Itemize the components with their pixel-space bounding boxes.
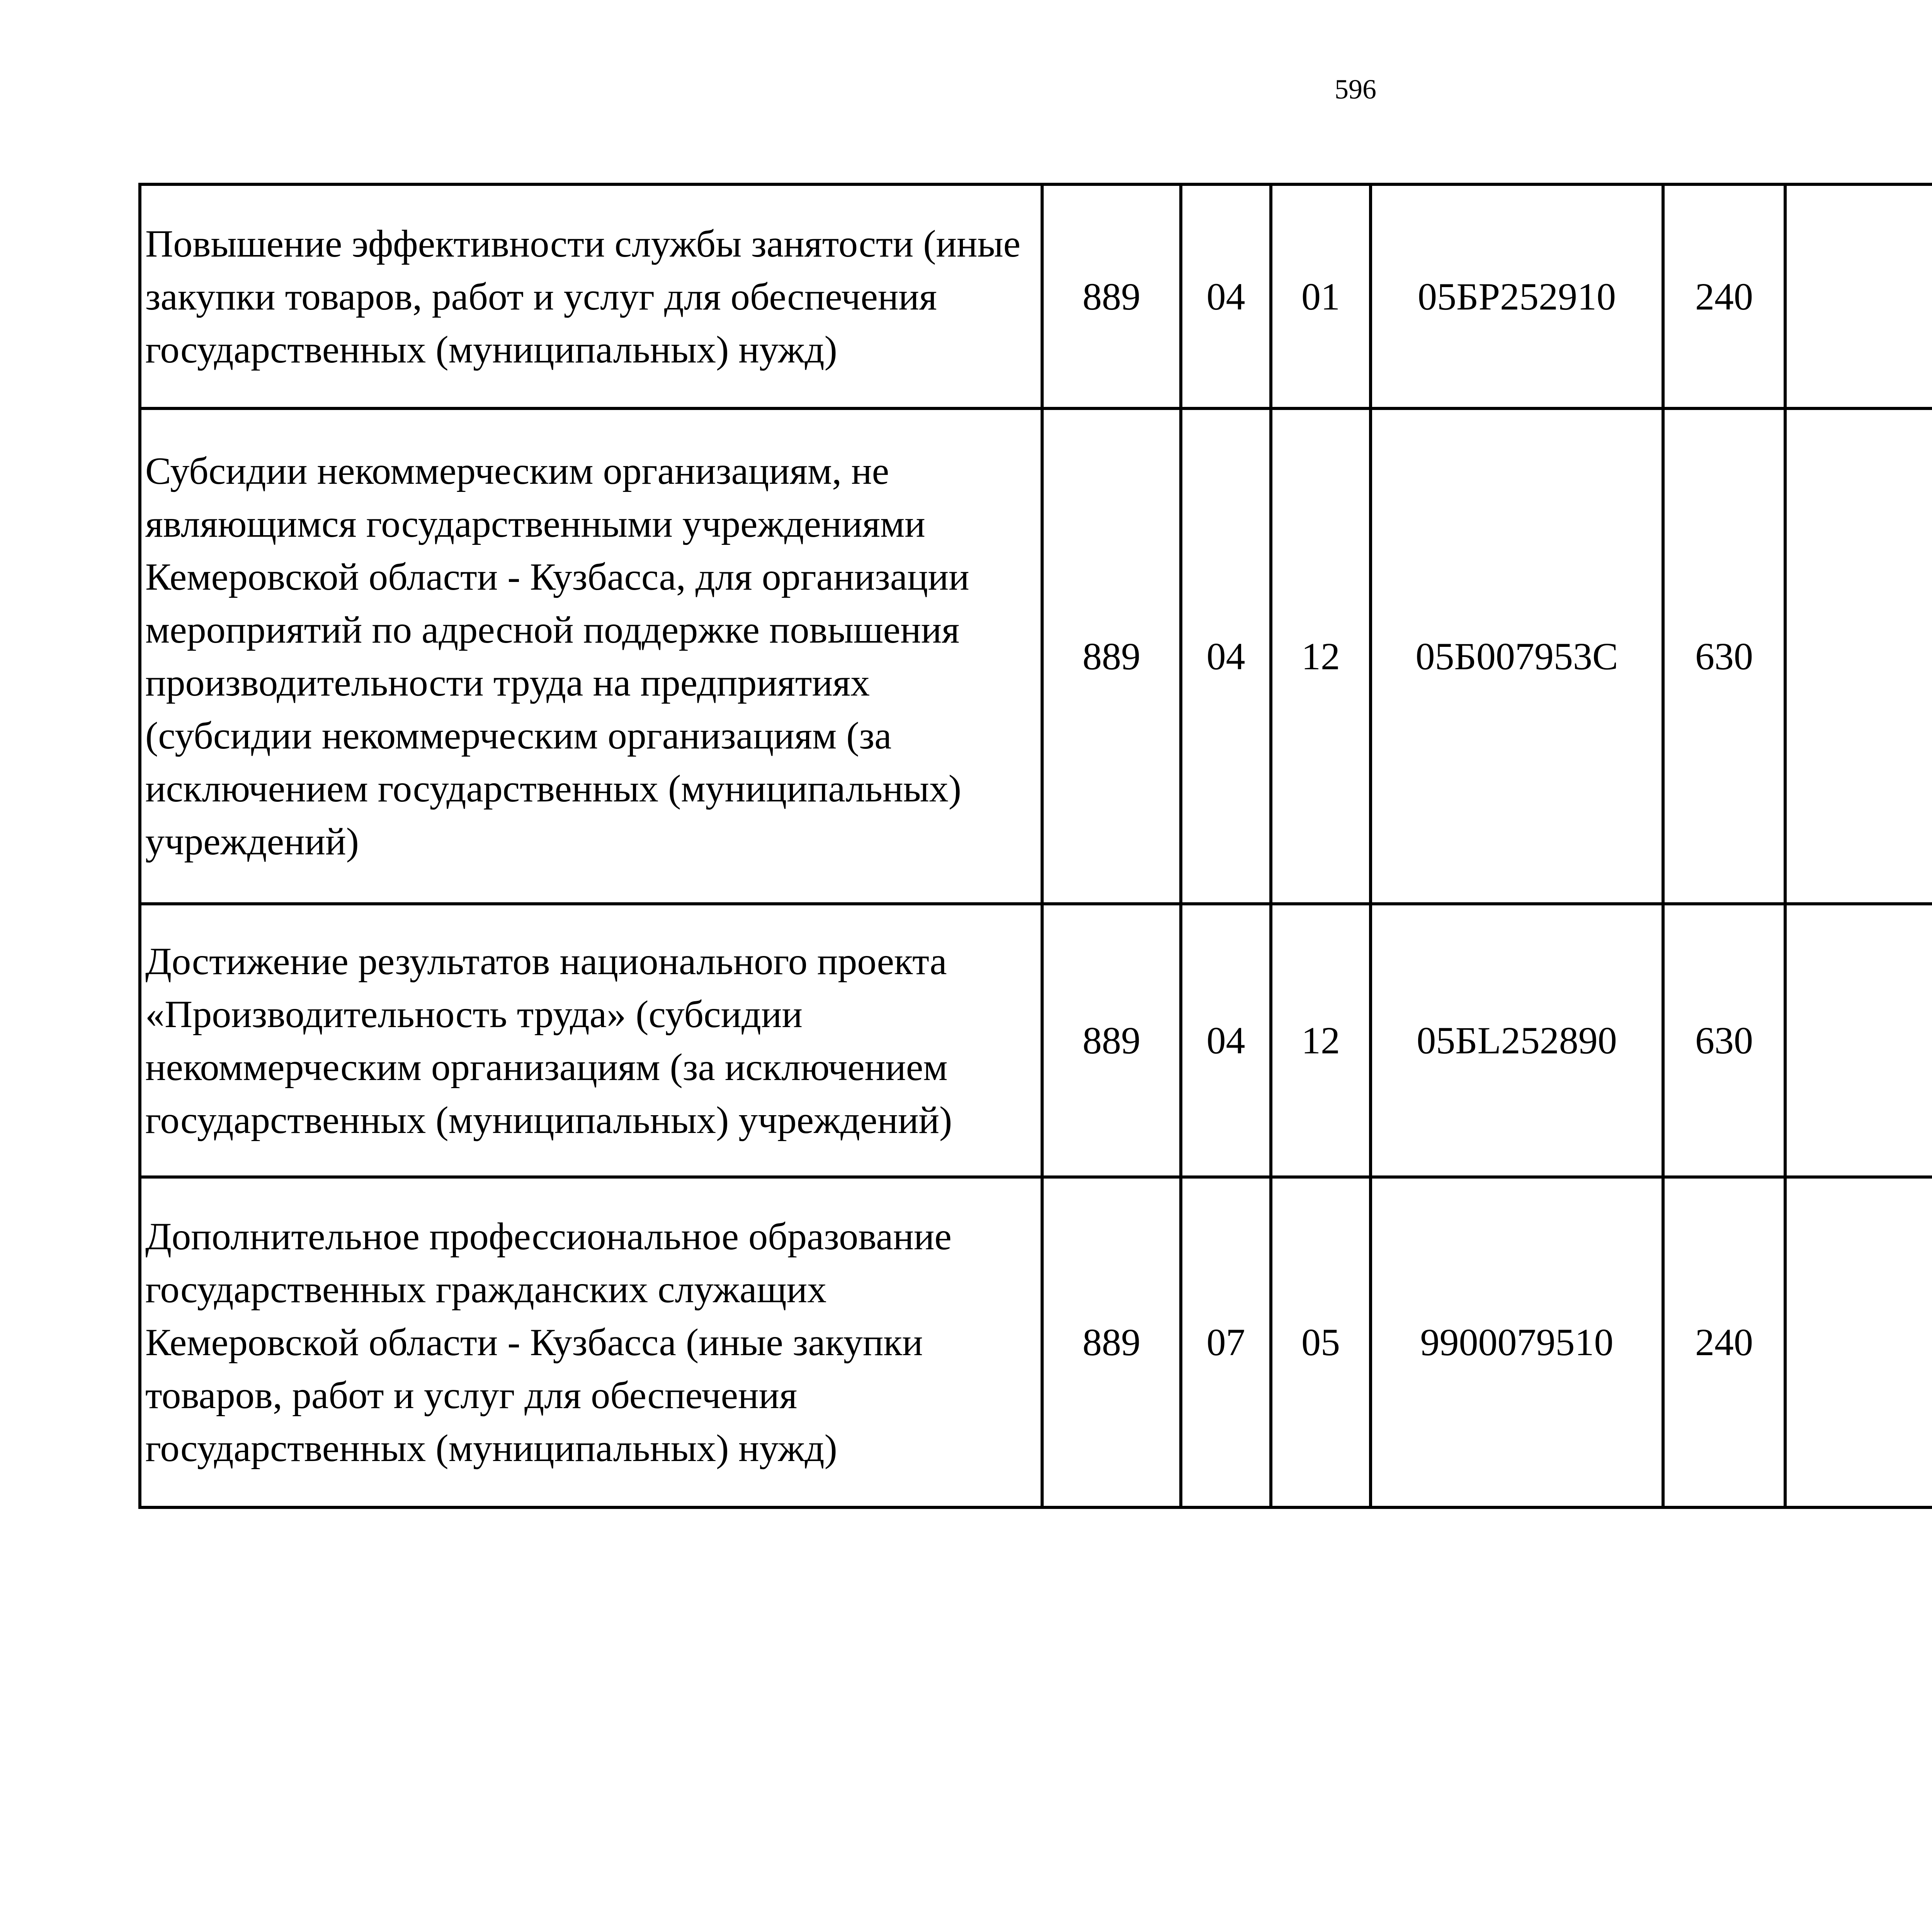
amount-1 — [1785, 408, 1932, 904]
target-item-code: 05БL252890 — [1371, 904, 1663, 1177]
table-row — [140, 408, 1932, 904]
table-row — [140, 904, 1932, 1177]
table-row — [140, 184, 1932, 408]
expense-type-code: 630 — [1663, 408, 1785, 904]
table-row — [140, 1177, 1932, 1507]
row-description: Субсидии некоммерческим организациям, не являющимся государственными учреждениями Кемеровской области - Кузбасса, для организации мероприятий по адресной поддержке повышения производительности труда на предприятиях (субсидии некоммерческим организациям (за исключением государственных (муниципальных) учреждений) — [140, 408, 1042, 904]
row-description: Дополнительное профессиональное образование государственных гражданских служащих Кемеровской области - Кузбасса (иные закупки товаров, работ и услуг для обеспечения государственных (муниципальных) нужд) — [140, 1177, 1042, 1507]
row-description: Достижение результатов национального проекта «Производительность труда» (субсидии некоммерческим организациям (за исключением государственных (муниципальных) учреждений) — [140, 904, 1042, 1177]
expense-type-code: 240 — [1663, 1177, 1785, 1507]
subsection-code: 12 — [1271, 904, 1371, 1177]
expense-type-code: 630 — [1663, 904, 1785, 1177]
amount-1 — [1785, 1177, 1932, 1507]
ministry-code: 889 — [1042, 1177, 1181, 1507]
target-item-code: 05Б007953С — [1371, 408, 1663, 904]
ministry-code: 889 — [1042, 184, 1181, 408]
target-item-code: 9900079510 — [1371, 1177, 1663, 1507]
budget-table — [138, 183, 1932, 1509]
subsection-code: 12 — [1271, 408, 1371, 904]
page-number: 596 — [1335, 74, 1376, 105]
amount-1 — [1785, 904, 1932, 1177]
subsection-code: 01 — [1271, 184, 1371, 408]
amount-1 — [1785, 184, 1932, 408]
subsection-code: 05 — [1271, 1177, 1371, 1507]
section-code: 07 — [1181, 1177, 1271, 1507]
section-code: 04 — [1181, 184, 1271, 408]
ministry-code: 889 — [1042, 408, 1181, 904]
section-code: 04 — [1181, 408, 1271, 904]
target-item-code: 05БР252910 — [1371, 184, 1663, 408]
ministry-code: 889 — [1042, 904, 1181, 1177]
row-description: Повышение эффективности службы занятости (иные закупки товаров, работ и услуг для обеспечения государственных (муниципальных) нужд) — [140, 184, 1042, 408]
section-code: 04 — [1181, 904, 1271, 1177]
expense-type-code: 240 — [1663, 184, 1785, 408]
